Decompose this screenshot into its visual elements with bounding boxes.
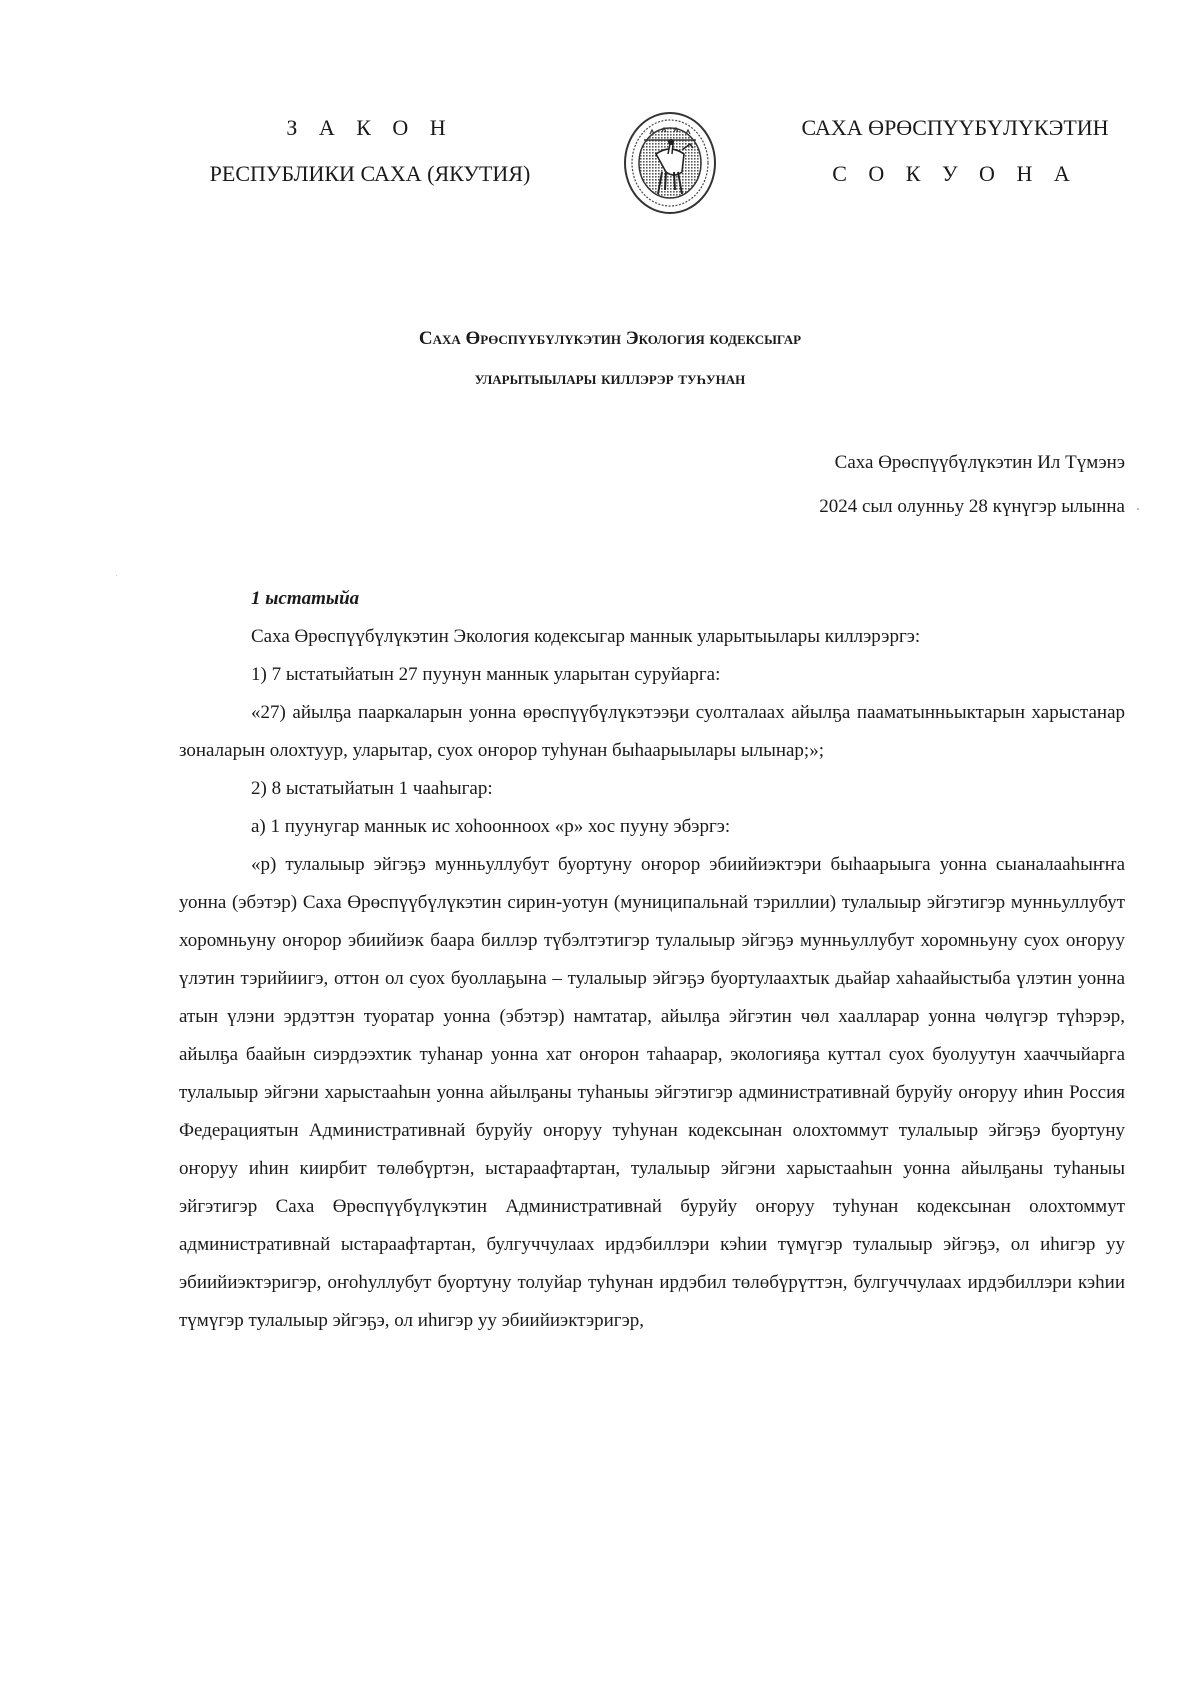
article-paragraph: Саха Өрөспүүбүлүкэтин Экология кодексыгар маннык уларытыылары киллэрэргэ:	[251, 626, 921, 647]
republic-name-ru: РЕСПУБЛИКИ САХА (ЯКУТИЯ)	[209, 161, 531, 186]
article-paragraph: «р) тулалыыр эйгэҕэ мунньуллубут буортуну оҥорор эбиийиэктэри быһаарыыга уонна сыаналааһыҥҥа уонна (эбэтэр) Саха Өрөспүүбүлүкэтин сирин-уотун (муниципальнай тэриллии) тулалыыр эйгэтигэр мунньуллубут хоромньуну оҥорор эбиийиэк баара биллэр түбэлтэтигэр тулалыыр эйгэҕэ мунньуллубут хоромньуну суох оҥоруу үлэтин тэрийиигэ, оттон ол суох буоллаҕына – тулалыыр эйгэҕэ буортулаахтык дьайар хаһаайыстыба үлэтин уонна атын үлэни эрдэттэн туоратар уонна (эбэтэр) намтатар, айылҕа эйгэтин чөл хаалларар уонна чөлүгэр түһэрэр, айылҕа баайын сиэрдээхтик туһанар уонна хат оҥорон таһаарар, экологияҕа куттал суох буолуутун хааччыйарга тулалыыр эйгэни харыстааһын уонна айылҕаны туһаныы эйгэтигэр административнай буруйу оҥоруу иһин Россия Федерациятын Административнай буруйу оҥоруу туһунан кодексынан олохтоммут тулалыыр эйгэҕэ буортуну оҥоруу иһин киирбит төлөбүртэн, ыстараафтартан, тулалыыр эйгэни харыстааһын уонна айылҕаны туһаныы эйгэтигэр Саха Өрөспүүбүлүкэтин Административнай буруйу оҥоруу туһунан кодексынан олохтоммут административнай ыстараафтартан, булгуччулаах ирдэбиллэри кэһии түмүгэр тулалыыр эйгэҕэ, ол иһигэр уу эбиийиэктэригэр, оҥоһуллубут буортуну толуйар туһунан ирдэбил төлөбүрүттэн, булгуччулаах ирдэбиллэри кэһии түмүгэр тулалыыр эйгэҕэ, ол иһигэр уу эбиийиэктэригэр,	[179, 854, 1125, 1331]
article-heading: 1 ыстатыйа	[251, 588, 360, 609]
law-title-line2: уларытыылары киллэрэр туһунан	[474, 368, 746, 389]
republic-coat-of-arms-icon	[622, 110, 718, 216]
header-right	[785, 105, 1125, 197]
adoption-date: 2024 сыл олунньу 28 күнүгэр ылынна	[819, 496, 1125, 517]
law-title-line1: Саха Өрөспүүбүлүкэтин Экология кодексыгар	[418, 328, 802, 349]
article-paragraph: «27) айылҕа пааркаларын уонна өрөспүүбүлүкэтээҕи суолталаах айылҕа пааматынньыктарын харыстанар зоналарын олохтуур, уларытар, суох оҥорор туһунан быһаарыылары ылынар;»;	[179, 702, 1125, 761]
article-paragraph: 1) 7 ыстатыйатын 27 пуунун маннык уларытан суруйарга:	[251, 664, 721, 685]
article-paragraph: 2) 8 ыстатыйатын 1 чааһыгар:	[251, 778, 493, 799]
republic-name-sakha: САХА ӨРӨСПҮҮБҮЛҮКЭТИН	[801, 115, 1109, 140]
article-body	[179, 580, 1125, 1340]
law-word: З А К О Н	[286, 115, 454, 140]
header-left	[200, 105, 540, 197]
scan-speck	[116, 575, 117, 576]
article-paragraph: а) 1 пуунугар маннык ис хоһоонноох «р» хос пууну эбэргэ:	[251, 816, 731, 837]
adopted-by: Саха Өрөспүүбүлүкэтин Ил Түмэнэ	[834, 452, 1125, 473]
law-word-sakha: С О К У О Н А	[832, 161, 1078, 186]
scan-speck	[1137, 508, 1139, 510]
